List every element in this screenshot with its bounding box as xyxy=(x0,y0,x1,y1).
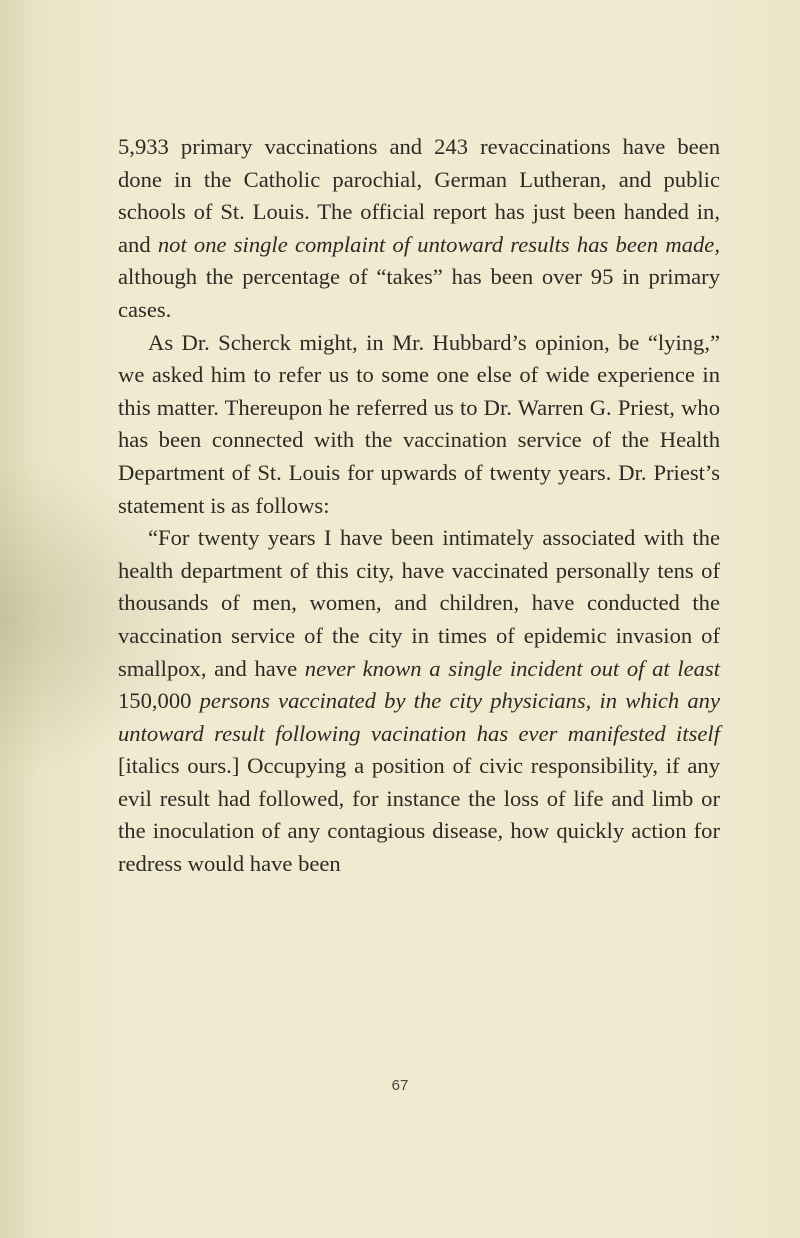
italic-text: persons vaccinated by the city physicians, in which any untoward result following vacination has ever manifested itself xyxy=(118,688,721,746)
text-run: 5,933 primary vaccinations and 243 revaccinations have been done in the Catholic parochial, German Lutheran, and public schools of St. Louis. The official report has just been handed in, and xyxy=(118,134,720,257)
page-number: 67 xyxy=(391,1077,409,1094)
italic-text: never known a single incident out of at least xyxy=(304,655,720,681)
text-run: As Dr. Scherck might, in Mr. Hubbard’s opinion, be “lying,” we asked him to refer us to some one else of wide experience in this matter. Thereupon he referred us to Dr. Warren G. Priest, who has been connected with the vaccination service of the Health Department of St. Louis for upwards of twenty years. Dr. Priest’s statement is as follows: xyxy=(118,329,720,518)
text-run: 150,000 xyxy=(118,688,200,714)
text-run: although the percentage of “takes” has been over 95 in primary cases. xyxy=(118,264,720,322)
text-run: [italics ours.] Occupying a position of civic responsibility, if any evil result had followed, for instance the loss of life and limb or the inoculation of any contagious disease, how quickly action for redress would have been xyxy=(118,753,720,877)
paragraph xyxy=(118,522,720,881)
paragraph xyxy=(118,327,720,523)
text-run: “For twenty years I have been intimately associated with the health department of this city, have vaccinated personally tens of thousands of men, women, and children, have conducted the vaccination service of the city in times of epidemic invasion of smallpox, and have xyxy=(118,525,720,681)
italic-text: not one single complaint of untoward results has been made, xyxy=(157,231,720,257)
paragraph xyxy=(118,131,720,327)
body-text xyxy=(118,131,720,881)
